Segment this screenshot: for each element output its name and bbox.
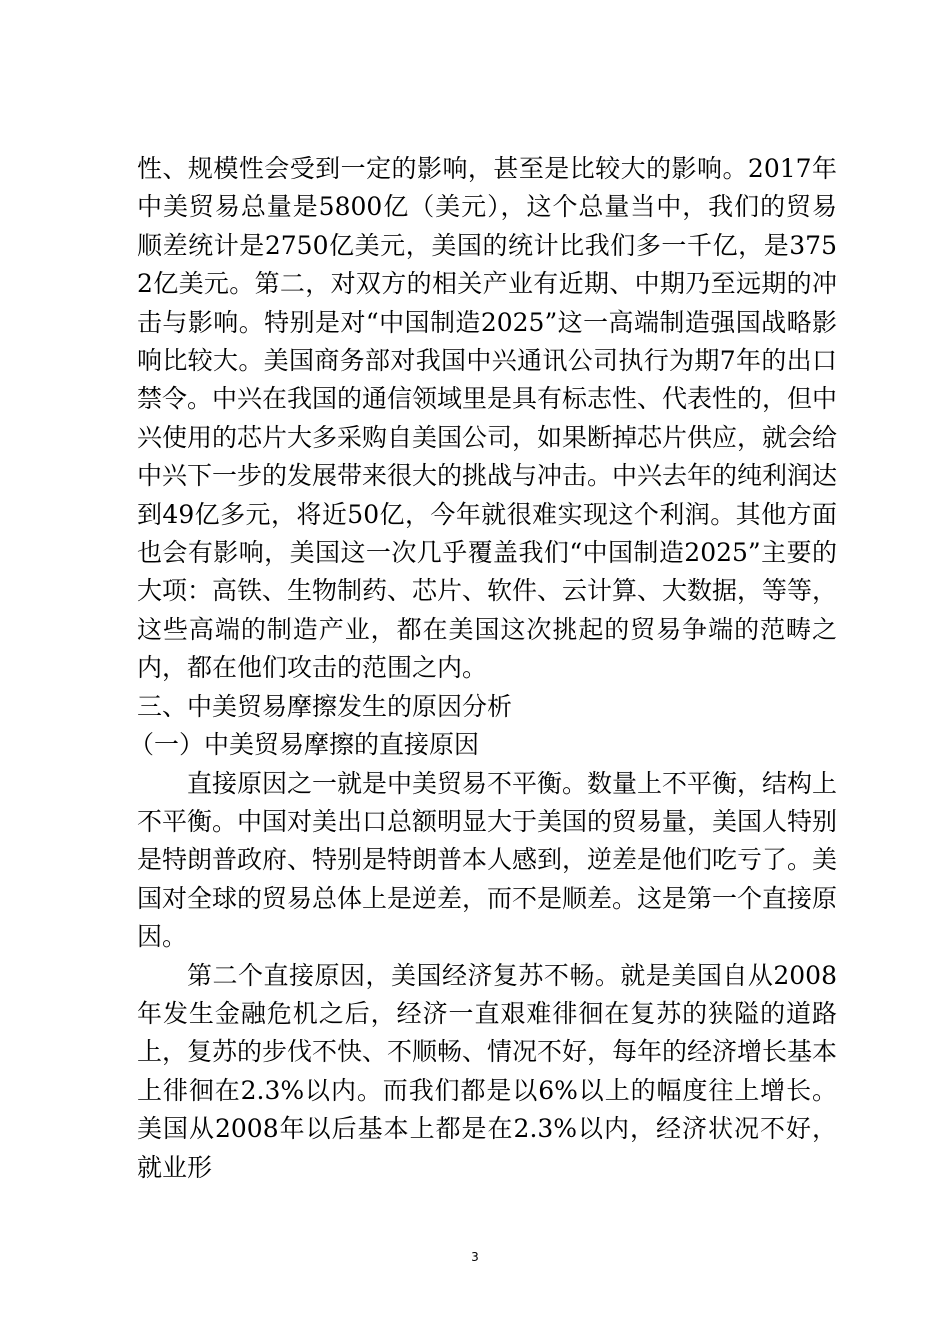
body-paragraph-direct-cause-1: 直接原因之一就是中美贸易不平衡。数量上不平衡，结构上不平衡。中国对美出口总额明显大于美国的贸易量，美国人特别是特朗普政府、特别是特朗普本人感到，逆差是他们吃亏了。美国对全球的贸易总体上是逆差，而不是顺差。这是第一个直接原因。 [137,768,838,952]
body-paragraph-direct-cause-2: 第二个直接原因，美国经济复苏不畅。就是美国自从2008年发生金融危机之后，经济一直艰难徘徊在复苏的狭隘的道路上，复苏的步伐不快、不顺畅、情况不好，每年的经济增长基本上徘徊在2.3%以内。而我们都是以6%以上的幅度往上增长。美国从2008年以后基本上都是在2.3%以内，经济状况不好，就业形 [137,960,838,1182]
page-number: 3 [471,1250,479,1264]
section-heading: 三、中美贸易摩擦发生的原因分析 [137,691,513,721]
subsection-heading: （一）中美贸易摩擦的直接原因 [129,730,480,760]
body-paragraph-continuation: 性、规模性会受到一定的影响，甚至是比较大的影响。2017年中美贸易总量是5800亿（美元），这个总量当中，我们的贸易顺差统计是2750亿美元，美国的统计比我们多一千亿，是3752亿美元。第二，对双方的相关产业有近期、中期乃至远期的冲击与影响。特别是对“中国制造2025”这一高端制造强国战略影响比较大。美国商务部对我国中兴通讯公司执行为期7年的出口禁令。中兴在我国的通信领域里是具有标志性、代表性的，但中兴使用的芯片大多采购自美国公司，如果断掉芯片供应，就会给中兴下一步的发展带来很大的挑战与冲击。中兴去年的纯利润达到49亿多元，将近50亿，今年就很难实现这个利润。其他方面也会有影响，美国这一次几乎覆盖我们“中国制造2025”主要的大项：高铁、生物制药、芯片、软件、云计算、大数据，等等，这些高端的制造产业，都在美国这次挑起的贸易争端的范畴之内，都在他们攻击的范围之内。 [137,154,838,683]
document-page [129,150,838,1187]
